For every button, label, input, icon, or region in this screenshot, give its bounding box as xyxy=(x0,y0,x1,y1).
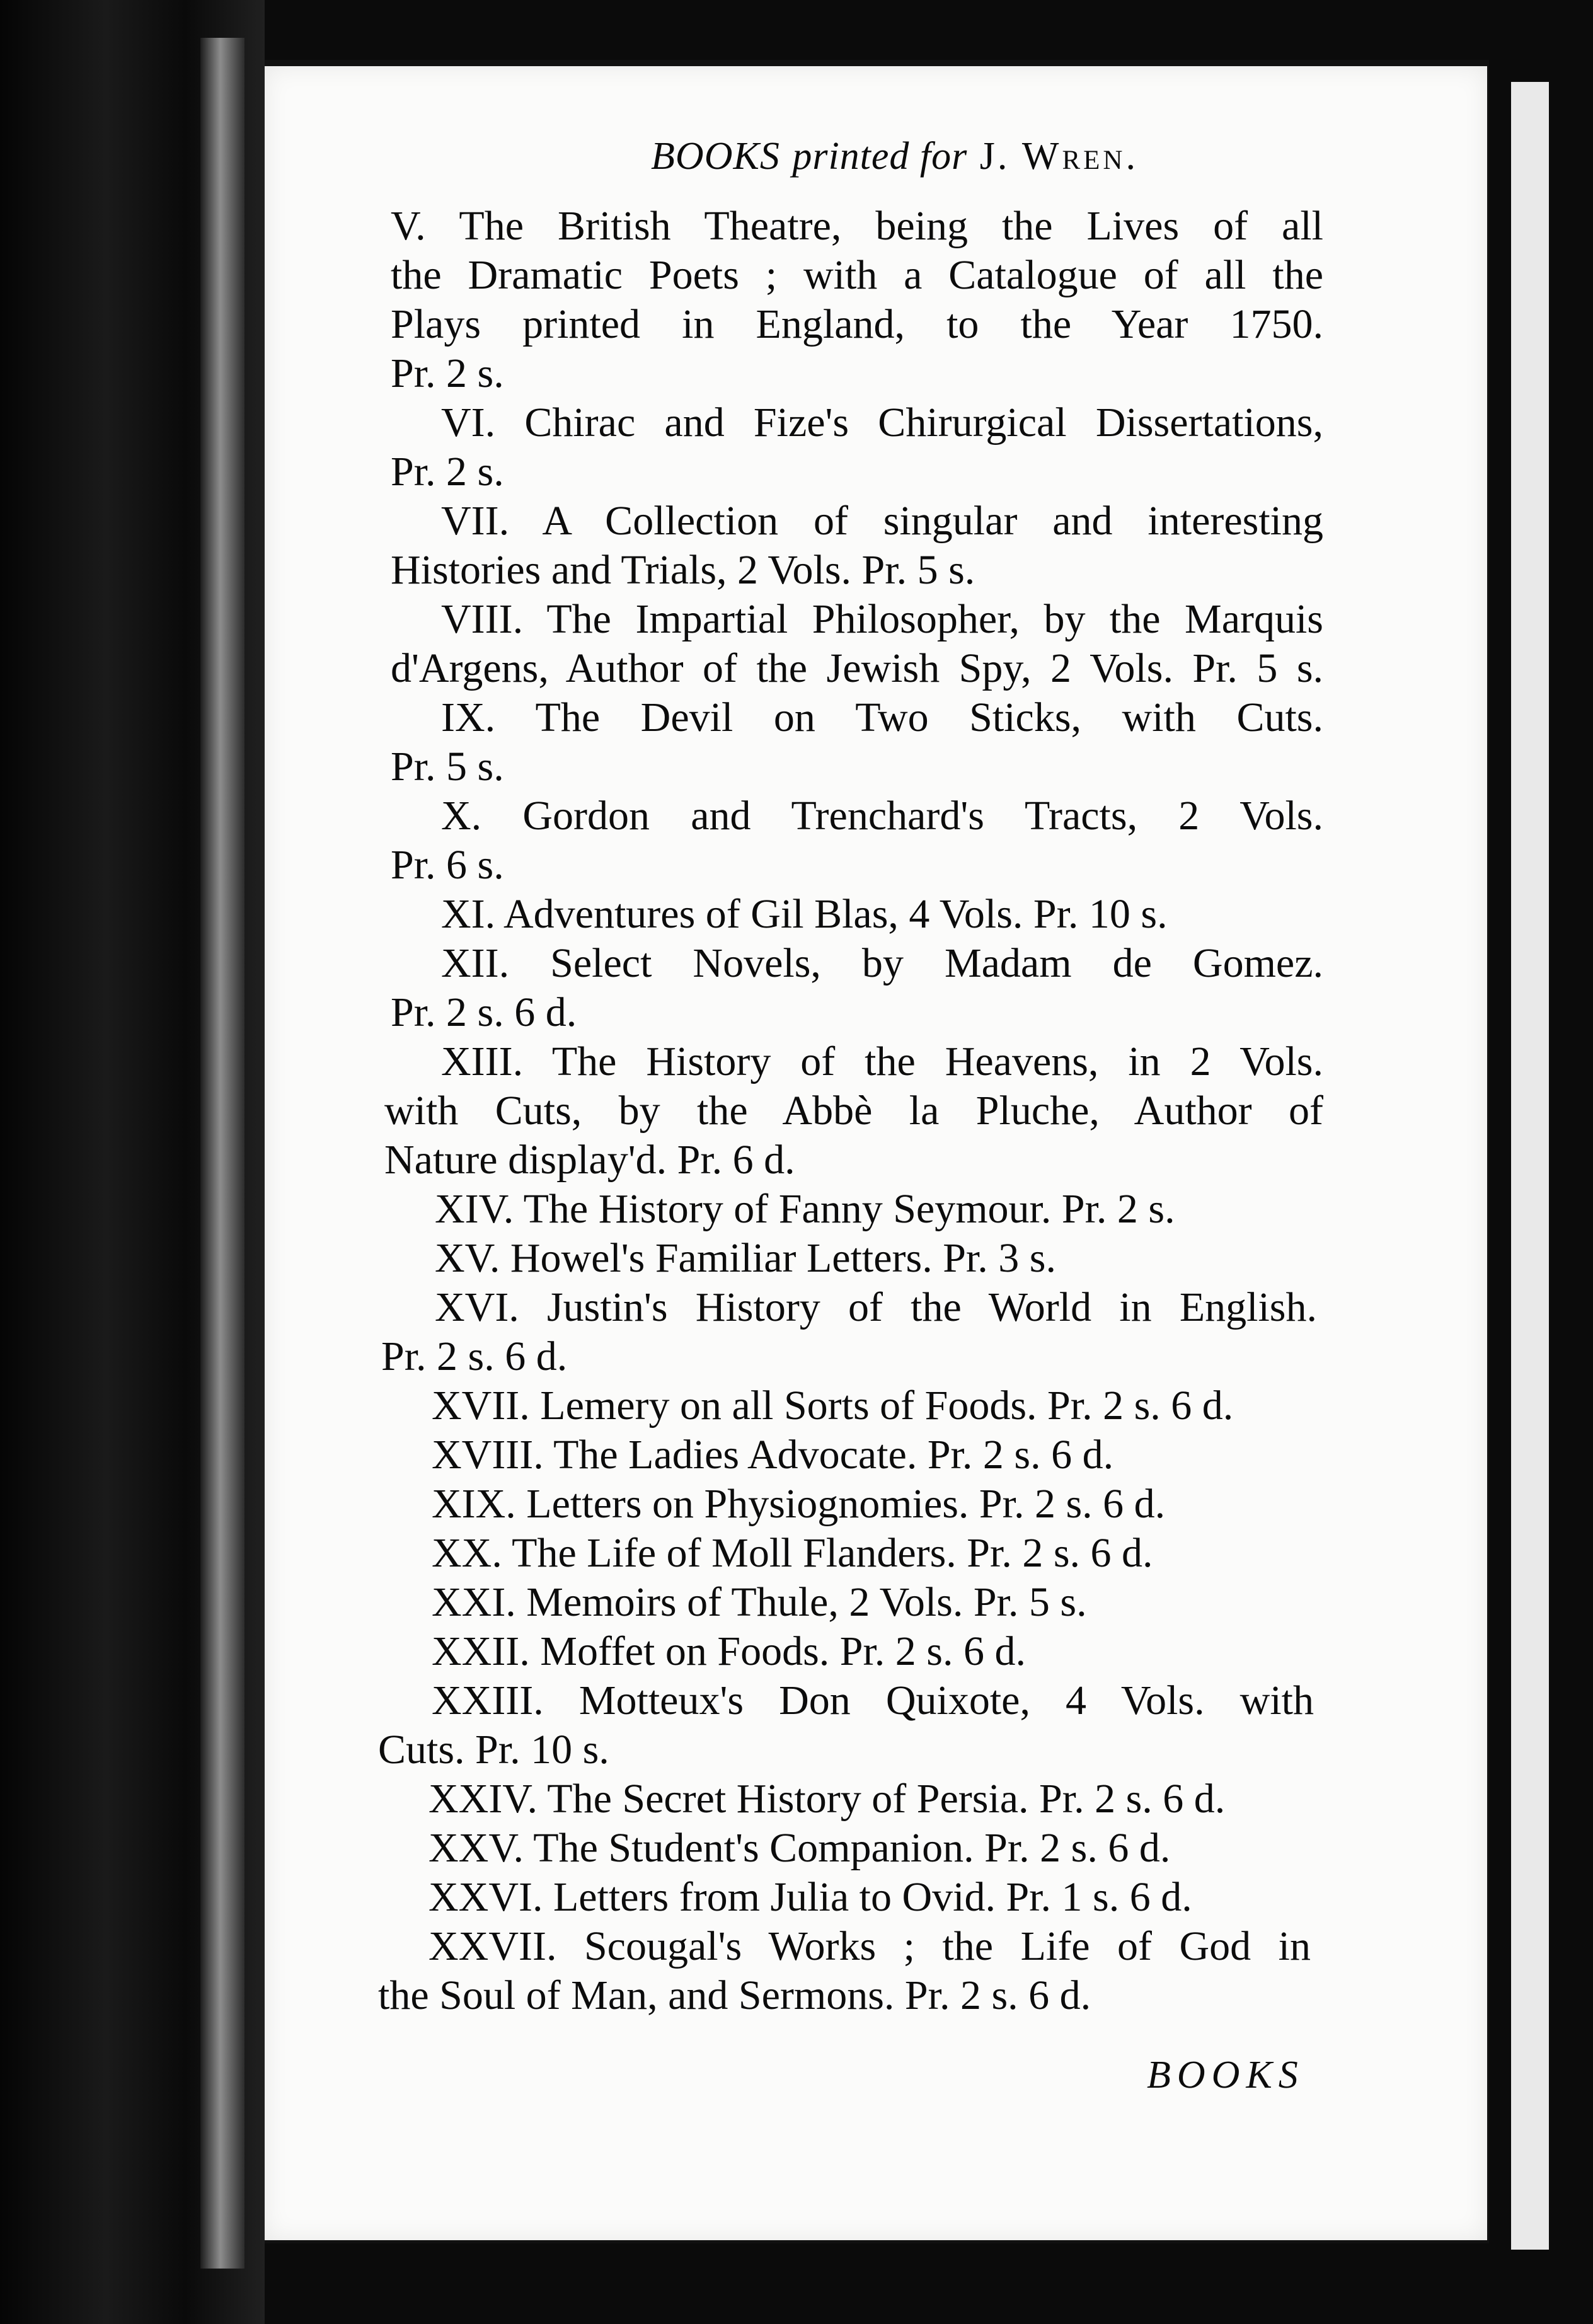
entry-line: Histories and Trials, 2 Vols. Pr. 5 s. xyxy=(391,547,975,593)
entry-line: VI. Chirac and Fize's Chirurgical Dissertations, xyxy=(441,400,1323,446)
entry-line: Nature display'd. Pr. 6 d. xyxy=(384,1137,795,1183)
book-page xyxy=(265,66,1487,2240)
running-head-printed-for: printed for xyxy=(792,135,968,178)
catchword: BOOKS xyxy=(1147,2054,1304,2097)
entry-line: with Cuts, by the Abbè la Pluche, Author of xyxy=(384,1088,1323,1134)
entry-line: XXIII. Motteux's Don Quixote, 4 Vols. with xyxy=(432,1677,1314,1723)
entry-line: XIX. Letters on Physiognomies. Pr. 2 s. 6 d. xyxy=(432,1481,1166,1527)
entry-line: XXVI. Letters from Julia to Ovid. Pr. 1 s. 6 d. xyxy=(428,1874,1192,1920)
entry-line: Plays printed in England, to the Year 1750. xyxy=(391,301,1323,347)
entry-line: Pr. 2 s. 6 d. xyxy=(381,1333,568,1379)
entry-line: XVI. Justin's History of the World in English. xyxy=(435,1284,1317,1330)
entry-line: XXV. The Student's Companion. Pr. 2 s. 6 d. xyxy=(428,1825,1171,1871)
top-scan-border xyxy=(265,0,1500,60)
entry-line: VIII. The Impartial Philosopher, by the Marquis xyxy=(441,596,1323,642)
entry-line: XIV. The History of Fanny Seymour. Pr. 2 s. xyxy=(435,1186,1175,1232)
entry-line: the Soul of Man, and Sermons. Pr. 2 s. 6 d. xyxy=(378,1972,1091,2018)
entry-line: Pr. 2 s. xyxy=(391,449,504,495)
bottom-scan-border xyxy=(265,2243,1500,2324)
running-head-initial: J. xyxy=(979,135,1010,178)
entry-line: Cuts. Pr. 10 s. xyxy=(378,1727,609,1773)
entry-line: V. The British Theatre, being the Lives of all xyxy=(391,203,1323,249)
entry-line: Pr. 2 s. xyxy=(391,350,504,396)
entry-line: VII. A Collection of singular and interesting xyxy=(441,498,1323,544)
entry-line: XXVII. Scougal's Works ; the Life of God in xyxy=(428,1923,1311,1969)
entry-line: X. Gordon and Trenchard's Tracts, 2 Vols. xyxy=(441,793,1323,839)
running-head xyxy=(548,132,1241,180)
entry-line: XVIII. The Ladies Advocate. Pr. 2 s. 6 d. xyxy=(432,1432,1114,1478)
running-head-name: Wren. xyxy=(1021,135,1139,178)
entry-line: XII. Select Novels, by Madam de Gomez. xyxy=(441,940,1323,986)
entry-line: IX. The Devil on Two Sticks, with Cuts. xyxy=(441,694,1323,740)
entry-line: XV. Howel's Familiar Letters. Pr. 3 s. xyxy=(435,1235,1056,1281)
entry-line: Pr. 6 s. xyxy=(391,842,504,888)
entry-line: XVII. Lemery on all Sorts of Foods. Pr. 2 s. 6 d. xyxy=(432,1383,1234,1429)
entry-line: XXI. Memoirs of Thule, 2 Vols. Pr. 5 s. xyxy=(432,1579,1087,1625)
entry-line: Pr. 2 s. 6 d. xyxy=(391,989,577,1035)
running-head-books: BOOKS xyxy=(651,135,780,178)
adjacent-page-edge xyxy=(1511,82,1549,2250)
entry-line: XXII. Moffet on Foods. Pr. 2 s. 6 d. xyxy=(432,1628,1026,1674)
entry-line: XI. Adventures of Gil Blas, 4 Vols. Pr. 10 s. xyxy=(441,891,1168,937)
entry-line: Pr. 5 s. xyxy=(391,744,504,790)
entry-line: XXIV. The Secret History of Persia. Pr. 2 s. 6 d. xyxy=(428,1776,1226,1822)
binding-edge xyxy=(200,38,244,2269)
entry-line: XX. The Life of Moll Flanders. Pr. 2 s. 6 d. xyxy=(432,1530,1153,1576)
entry-line: d'Argens, Author of the Jewish Spy, 2 Vols. Pr. 5 s. xyxy=(391,645,1323,691)
entry-line: the Dramatic Poets ; with a Catalogue of all the xyxy=(391,252,1323,298)
entry-line: XIII. The History of the Heavens, in 2 Vols. xyxy=(441,1038,1323,1084)
